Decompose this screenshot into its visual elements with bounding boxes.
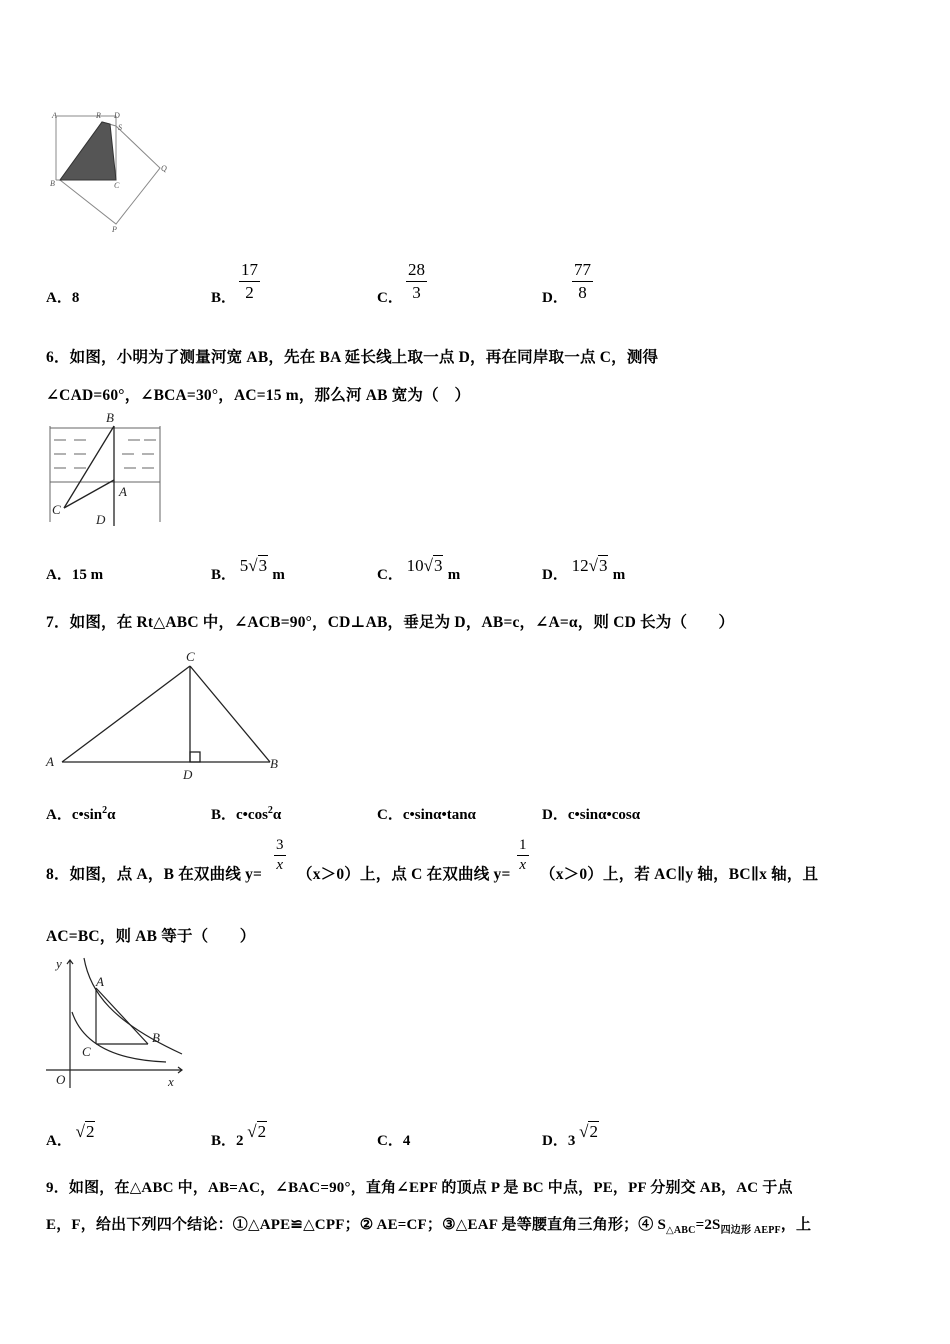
- q5-option-a[interactable]: A．8: [46, 290, 80, 306]
- q7-option-c[interactable]: C．c•sinα•tanα: [377, 807, 476, 823]
- q9-stem-line1: 9．如图，在△ABC 中，AB=AC，∠BAC=90°，直角∠EPF 的顶点 P 是 BC 中点，PE，PF 分别交 AB，AC 于点: [46, 1180, 793, 1196]
- q7-figure: [40, 646, 290, 786]
- q8-label-y: y: [56, 956, 62, 971]
- q8-label-a: A: [96, 974, 104, 989]
- q5-label-r: R: [96, 111, 101, 120]
- q7-label-d: D: [183, 767, 193, 782]
- q6-stem-line1: 6．如图，小明为了测量河宽 AB，先在 BA 延长线上取一点 D，再在同岸取一点 C，测得: [46, 349, 659, 366]
- q5-option-b[interactable]: B．: [211, 290, 237, 306]
- q5-label-s: S: [118, 123, 122, 132]
- q8-option-d[interactable]: D．3 √2: [542, 1122, 598, 1149]
- q6-label-d: D: [96, 512, 106, 527]
- q5-label-p: P: [112, 225, 117, 234]
- q5-label-c: C: [114, 181, 120, 190]
- q7-label-a: A: [46, 754, 54, 769]
- q8-option-b[interactable]: B．2 √2: [211, 1122, 267, 1149]
- q5-option-d[interactable]: D．: [542, 290, 568, 306]
- q8-fraction-1: $\frac{3}{x}$: [276, 837, 284, 873]
- q8-option-a[interactable]: A． √2: [46, 1122, 95, 1149]
- q5-label-b: B: [50, 179, 55, 188]
- q7-option-d[interactable]: D．c•sinα•cosα: [542, 807, 641, 823]
- q8-fraction-2: $\frac{1}{x}$: [519, 837, 527, 873]
- q8-label-b: B: [152, 1030, 160, 1045]
- q8-stem-part2: （x＞0）上，点 C 在双曲线 y=: [297, 866, 511, 883]
- q5-label-d: D: [114, 111, 120, 120]
- q6-option-c-radical: 10√3: [406, 556, 443, 575]
- q8-option-c[interactable]: C．4: [377, 1133, 411, 1149]
- q9-stem-line2: E，F，给出下列四个结论：①△APE≌△CPF；② AE=CF；③△EAF 是等腰直角三角形；④ $S_{\triangle ABC}=2S_{四边形 AEPF}$，上: [46, 1217, 812, 1236]
- q7-label-c: C: [186, 649, 195, 664]
- q6-option-d[interactable]: D． 12√3 m: [542, 556, 626, 583]
- q8-stem-part3: （x＞0）上，若 AC∥y 轴，BC∥x 轴，且: [540, 866, 819, 883]
- q8-stem-line2: AC=BC，则 AB 等于（ ）: [46, 928, 256, 945]
- q5-label-a: A: [52, 111, 57, 120]
- q5-figure: [44, 108, 184, 238]
- q6-option-b-radical: 5√3: [239, 556, 268, 575]
- q8-option-d-radical: √2: [579, 1122, 598, 1141]
- q6-label-a: A: [119, 484, 127, 499]
- q7-label-b: B: [270, 756, 278, 771]
- q6-stem-line2: ∠CAD=60°，∠BCA=30°，AC=15 m，那么河 AB 宽为（ ）: [46, 387, 471, 404]
- q5-option-b-fraction: $\frac{17}{2}$: [241, 260, 258, 302]
- q8-label-o: O: [56, 1072, 66, 1087]
- q6-option-b[interactable]: B． 5√3 m: [211, 556, 285, 583]
- q8-figure: [42, 952, 192, 1092]
- q6-label-c: C: [52, 502, 61, 517]
- q5-label-q: Q: [161, 164, 167, 173]
- q6-figure: [44, 410, 164, 530]
- q8-option-a-radical: √2: [75, 1122, 95, 1141]
- q5-option-d-fraction: $\frac{77}{8}$: [574, 260, 591, 302]
- q7-option-a[interactable]: A．$c•\sin^2\alpha$: [46, 805, 116, 823]
- q5-option-c[interactable]: C．: [377, 290, 403, 306]
- q8-option-b-radical: √2: [247, 1122, 267, 1141]
- q8-label-x: x: [168, 1074, 174, 1089]
- q6-option-a[interactable]: A．15 m: [46, 567, 104, 583]
- q6-option-c[interactable]: C． 10√3 m: [377, 556, 461, 583]
- q7-option-b[interactable]: B．$c•\cos^2\alpha$: [211, 805, 282, 823]
- q5-option-c-fraction: $\frac{28}{3}$: [408, 260, 425, 302]
- q8-label-c: C: [82, 1044, 91, 1059]
- q7-stem: 7．如图，在 Rt△ABC 中，∠ACB=90°，CD⊥AB，垂足为 D，AB=c，∠A=α，则 CD 长为（ ）: [46, 614, 735, 631]
- q6-option-d-radical: 12√3: [571, 556, 608, 575]
- q6-label-b: B: [106, 410, 114, 425]
- q8-stem-part1: 8．如图，点 A，B 在双曲线 y=: [46, 866, 263, 883]
